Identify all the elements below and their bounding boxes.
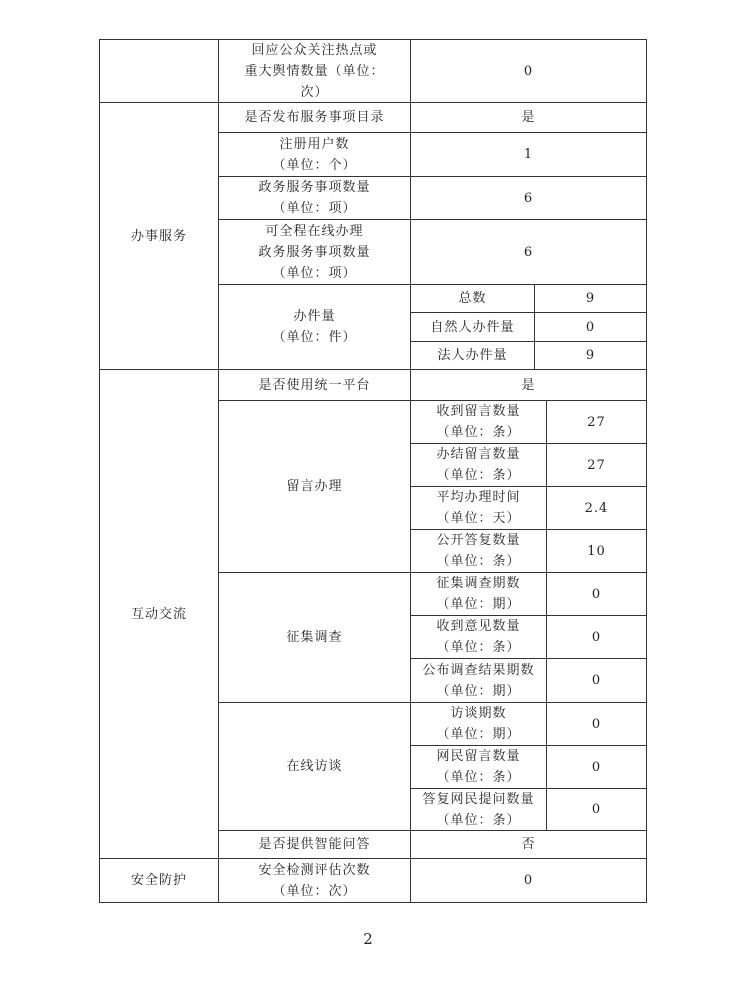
category-security: 安全防护 <box>99 858 219 903</box>
messages-closed-label: 办结留言数量 （单位：条） <box>410 443 547 487</box>
registered-users-value: 1 <box>410 132 647 177</box>
survey-label: 征集调查 <box>218 572 411 703</box>
cases-total-label: 总数 <box>410 284 535 313</box>
public-opinion-value: 0 <box>410 39 647 103</box>
interview-messages-value: 0 <box>546 745 647 789</box>
security-checks-value: 0 <box>410 858 647 903</box>
messages-avg-time-value: 2.4 <box>546 486 647 530</box>
online-items-label: 可全程在线办理 政务服务事项数量 （单位：项） <box>218 219 411 285</box>
interview-periods-label: 访谈期数 （单位：期） <box>410 702 547 746</box>
survey-periods-value: 0 <box>546 572 647 616</box>
messages-closed-value: 27 <box>546 443 647 487</box>
interview-answers-label: 答复网民提问数量 （单位：条） <box>410 788 547 831</box>
survey-opinions-value: 0 <box>546 615 647 659</box>
messages-public-reply-value: 10 <box>546 529 647 573</box>
smart-qa-value: 否 <box>410 830 647 859</box>
survey-results-label: 公布调查结果期数 （单位：期） <box>410 658 547 703</box>
interview-messages-label: 网民留言数量 （单位：条） <box>410 745 547 789</box>
page-number: 2 <box>363 930 373 948</box>
category-office-service: 办事服务 <box>99 102 219 370</box>
unified-platform-label: 是否使用统一平台 <box>218 369 411 401</box>
interview-answers-value: 0 <box>546 788 647 831</box>
cases-natural-label: 自然人办件量 <box>410 312 535 342</box>
survey-periods-label: 征集调查期数 （单位：期） <box>410 572 547 616</box>
survey-results-value: 0 <box>546 658 647 703</box>
category-cell-empty <box>99 39 219 103</box>
registered-users-label: 注册用户数 （单位：个） <box>218 132 411 177</box>
messages-received-value: 27 <box>546 400 647 444</box>
cases-legal-label: 法人办件量 <box>410 341 535 370</box>
messages-avg-time-label: 平均办理时间 （单位：天） <box>410 486 547 530</box>
category-interaction: 互动交流 <box>99 369 219 859</box>
security-checks-label: 安全检测评估次数 （单位：次） <box>218 858 411 903</box>
cases-natural-value: 0 <box>534 312 647 342</box>
service-items-value: 6 <box>410 176 647 220</box>
cases-total-value: 9 <box>534 284 647 313</box>
public-opinion-label: 回应公众关注热点或 重大舆情数量（单位： 次） <box>218 39 411 103</box>
cases-legal-value: 9 <box>534 341 647 370</box>
service-items-label: 政务服务事项数量 （单位：项） <box>218 176 411 220</box>
cases-label: 办件量 （单位：件） <box>218 284 411 370</box>
smart-qa-label: 是否提供智能问答 <box>218 830 411 859</box>
interview-label: 在线访谈 <box>218 702 411 831</box>
publish-catalog-value: 是 <box>410 102 647 133</box>
publish-catalog-label: 是否发布服务事项目录 <box>218 102 411 133</box>
messages-received-label: 收到留言数量 （单位：条） <box>410 400 547 444</box>
interview-periods-value: 0 <box>546 702 647 746</box>
survey-opinions-label: 收到意见数量 （单位：条） <box>410 615 547 659</box>
unified-platform-value: 是 <box>410 369 647 401</box>
messages-label: 留言办理 <box>218 400 411 573</box>
messages-public-reply-label: 公开答复数量 （单位：条） <box>410 529 547 573</box>
online-items-value: 6 <box>410 219 647 285</box>
